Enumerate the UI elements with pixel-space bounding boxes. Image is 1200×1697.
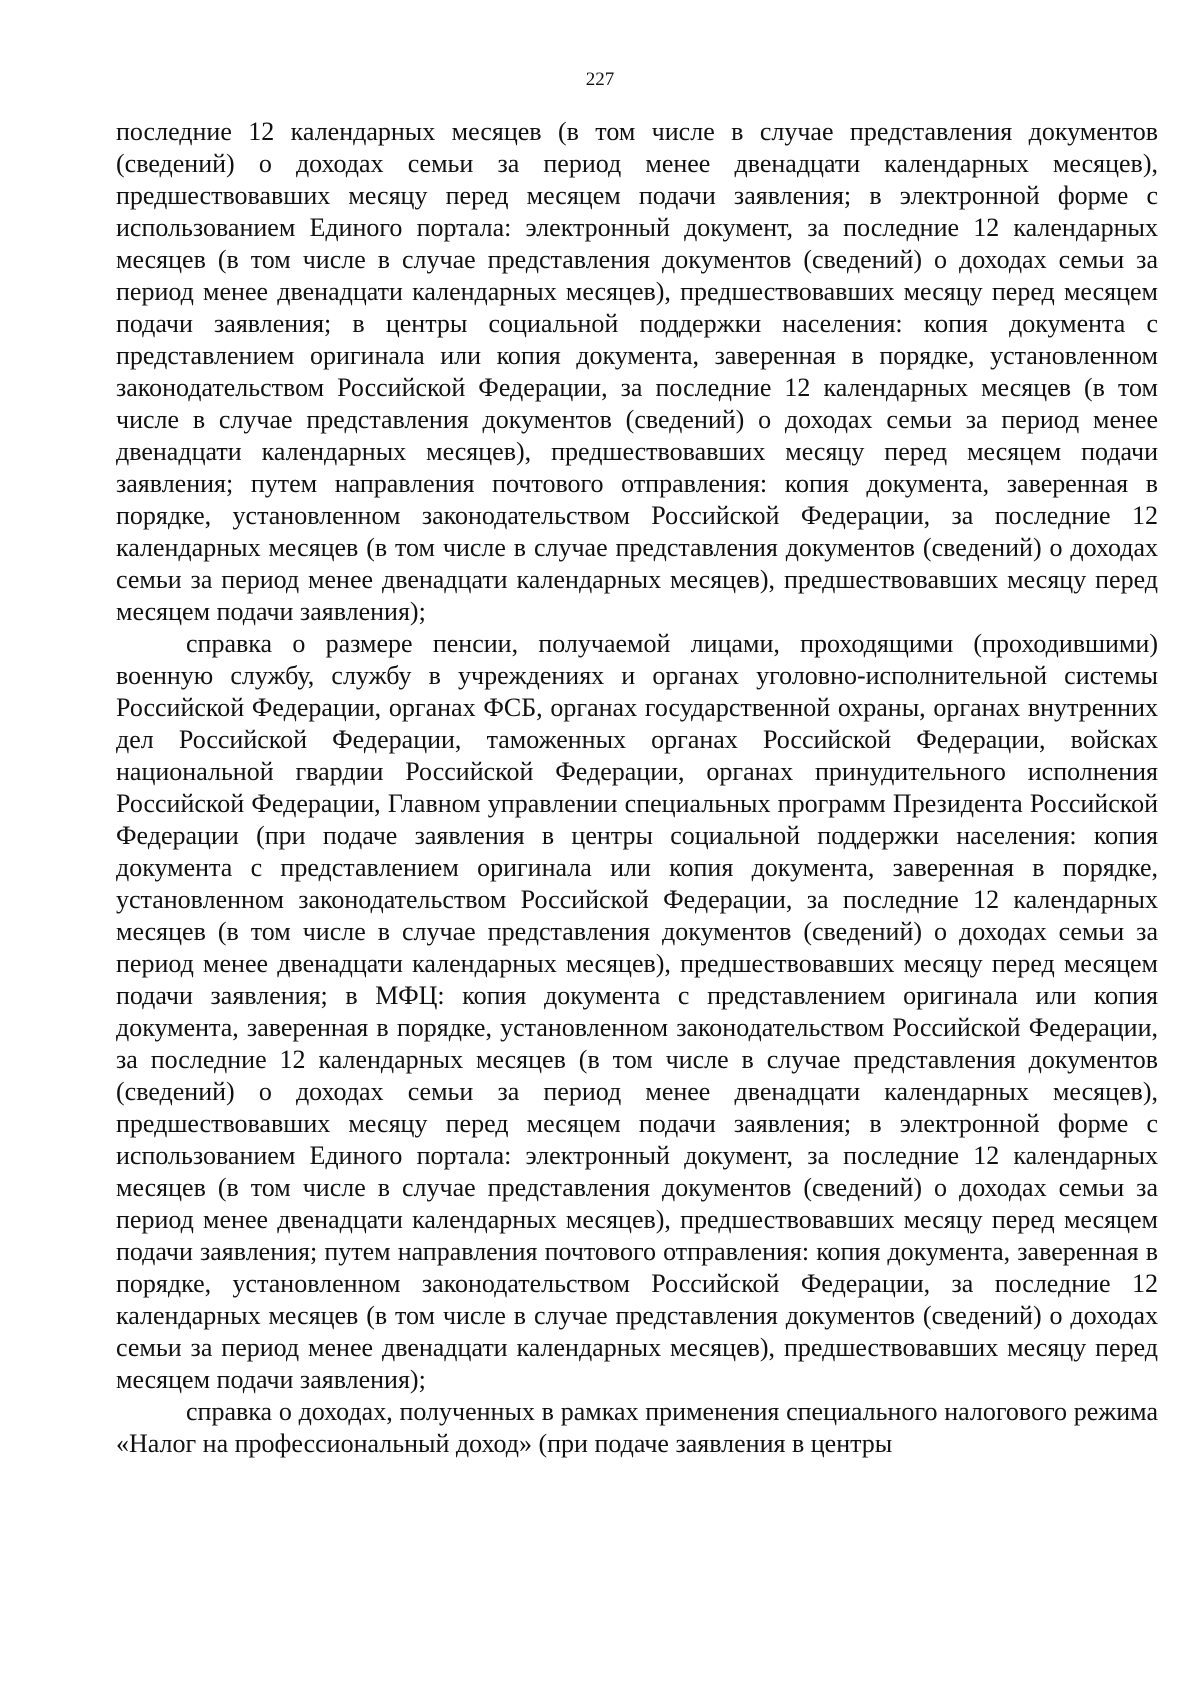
paragraph-pension-certificate: справка о размере пенсии, получаемой лицами, проходящими (проходившими) военную службу, службу в учреждениях и органах уголовно-исполнительной системы Российской Федерации, органах ФСБ, органах государственной охраны, органах внутренних дел Российской Федерации, таможенных органах Российской Федерации, войсках национальной гвардии Российской Федерации, органах принудительного исполнения Российской Федерации, Главном управлении специальных программ Президента Российской Федерации (при подаче заявления в центры социальной поддержки населения: копия документа с представлением оригинала или копия документа, заверенная в порядке, установленном законодательством Российской Федерации, за последние 12 календарных месяцев (в том числе в случае представления документов (сведений) о доходах семьи за период менее двенадцати календарных месяцев), предшествовавших месяцу перед месяцем подачи заявления; в МФЦ: копия документа с представлением оригинала или копия документа, заверенная в порядке, установленном законодательством Российской Федерации, за последние 12 календарных месяцев (в том числе в случае представления документов (сведений) о доходах семьи за период менее двенадцати календарных месяцев), предшествовавших месяцу перед месяцем подачи заявления; в электронной форме с использованием Единого портала: электронный документ, за последние 12 календарных месяцев (в том числе в случае представления документов (сведений) о доходах семьи за период менее двенадцати календарных месяцев), предшествовавших месяцу перед месяцем подачи заявления; путем направления почтового отправления: копия документа, заверенная в порядке, установленном законодательством Российской Федерации, за последние 12 календарных месяцев (в том числе в случае представления документов (сведений) о доходах семьи за период менее двенадцати календарных месяцев), предшествовавших месяцу перед месяцем подачи заявления); — [116, 629, 1158, 1394]
page-number: 227 — [585, 69, 615, 90]
document-body — [116, 116, 1158, 1460]
paragraph-continuation: последние 12 календарных месяцев (в том числе в случае представления документов (сведений) о доходах семьи за период менее двенадцати календарных месяцев), предшествовавших месяцу перед месяцем подачи заявления; в электронной форме с использованием Единого портала: электронный документ, за последние 12 календарных месяцев (в том числе в случае представления документов (сведений) о доходах семьи за период менее двенадцати календарных месяцев), предшествовавших месяцу перед месяцем подачи заявления; в центры социальной поддержки населения: копия документа с представлением оригинала или копия документа, заверенная в порядке, установленном законодательством Российской Федерации, за последние 12 календарных месяцев (в том числе в случае представления документов (сведений) о доходах семьи за период менее двенадцати календарных месяцев), предшествовавших месяцу перед месяцем подачи заявления; путем направления почтового отправления: копия документа, заверенная в порядке, установленном законодательством Российской Федерации, за последние 12 календарных месяцев (в том числе в случае представления документов (сведений) о доходах семьи за период менее двенадцати календарных месяцев), предшествовавших месяцу перед месяцем подачи заявления); — [116, 117, 1158, 626]
paragraph-professional-income-certificate: справка о доходах, полученных в рамках применения специального налогового режима «Налог на профессиональный доход» (при подаче заявления в центры — [116, 1397, 1158, 1458]
